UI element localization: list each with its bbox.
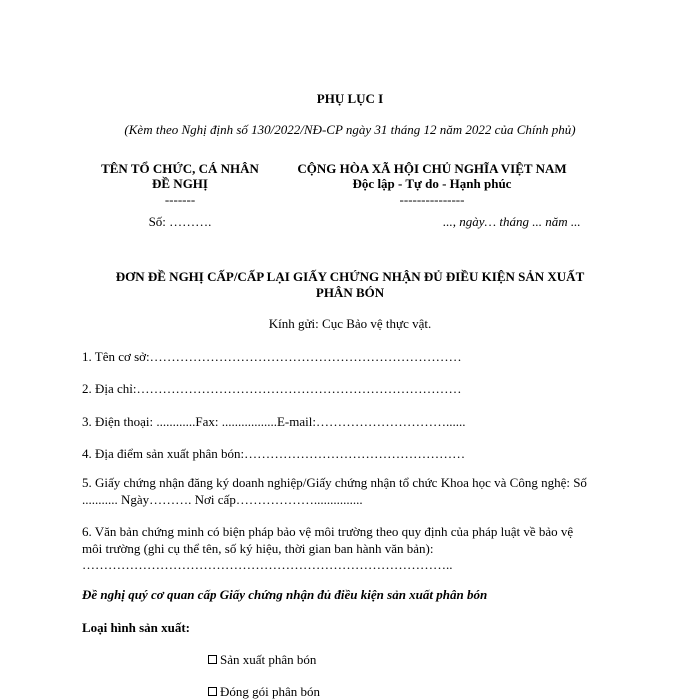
checkbox[interactable] (208, 687, 217, 696)
field-environment-docs-line1: 6. Văn bản chứng minh có biện pháp bảo vệ môi trường theo quy định của pháp luật về bảo vệ (82, 524, 574, 539)
left-divider: ------- (164, 192, 196, 207)
national-title: CỘNG HÒA XÃ HỘI CHỦ NGHĨA VIỆT NAM (297, 161, 567, 176)
field-environment-docs-line2: môi trường (ghi cụ thể tên, số ký hiệu, thời gian ban hành văn bản): (82, 541, 434, 556)
recipient-line: Kính gửi: Cục Bảo vệ thực vật. (268, 316, 432, 331)
document-number: Số: ………. (148, 214, 212, 229)
document-date: ..., ngày… tháng ... năm ... (443, 214, 581, 229)
field-address: 2. Địa chỉ:………………………………………………………………… (82, 381, 462, 396)
right-divider: --------------- (399, 192, 465, 207)
form-title-line2: PHÂN BÓN (315, 285, 385, 300)
option-label: Sản xuất phân bón (220, 652, 317, 667)
form-title-line1: ĐƠN ĐỀ NGHỊ CẤP/CẤP LẠI GIẤY CHỨNG NHẬN ĐỦ ĐIỀU KIỆN SẢN XUẤT (115, 269, 585, 284)
field-business-certificate-line1: 5. Giấy chứng nhận đăng ký doanh nghiệp/Giấy chứng nhận tổ chức Khoa học và Công nghệ: Số (82, 475, 587, 490)
production-type-label: Loại hình sản xuất: (82, 620, 191, 635)
field-contact: 3. Điện thoại: ............Fax: .................E-mail:…………………………...... (82, 414, 466, 429)
option-fertilizer-packaging[interactable] (208, 684, 320, 700)
option-fertilizer-production[interactable] (208, 652, 316, 668)
field-business-certificate-line2: ........... Ngày………. Nơi cấp………………............... (82, 492, 363, 507)
organization-name-line1: TÊN TỔ CHỨC, CÁ NHÂN (101, 161, 259, 176)
appendix-title: PHỤ LỤC I (316, 91, 384, 106)
request-statement: Đề nghị quý cơ quan cấp Giấy chứng nhận đủ điều kiện sản xuất phân bón (82, 587, 488, 602)
decree-subtitle: (Kèm theo Nghị định số 130/2022/NĐ-CP ngày 31 tháng 12 năm 2022 của Chính phủ) (124, 122, 576, 137)
organization-name-line2: ĐỀ NGHỊ (152, 176, 208, 191)
national-motto: Độc lập - Tự do - Hạnh phúc (352, 176, 512, 191)
option-label: Đóng gói phân bón (220, 684, 321, 699)
field-production-location: 4. Địa điểm sản xuất phân bón:…………………………………………… (82, 446, 466, 461)
field-environment-docs-line3: ………………………………………………………………………….. (82, 557, 453, 572)
checkbox[interactable] (208, 655, 217, 664)
field-facility-name: 1. Tên cơ sở:……………………………………………………………… (82, 349, 462, 364)
